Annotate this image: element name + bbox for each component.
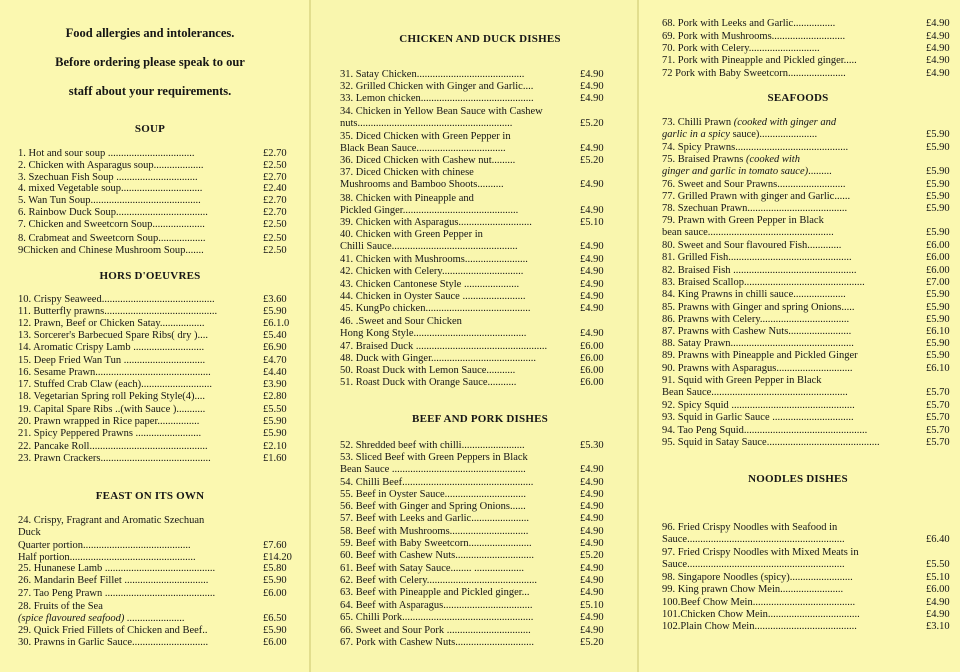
menu-item-price: £5.20: [580, 118, 604, 130]
allergy-notice-line-2: Before ordering please speak to our: [55, 55, 245, 69]
menu-item-price: £4.90: [926, 609, 950, 620]
menu-item-text: 31. Satay Chicken.........................................: [340, 69, 525, 80]
menu-item-text: 100.Beef Chow Mein.......................................: [662, 597, 856, 608]
menu-item-price: £4.90: [580, 205, 604, 217]
menu-item-price: £5.10: [580, 217, 604, 228]
menu-item-price: £2.50: [263, 219, 287, 230]
section-title: SEAFOODS: [767, 92, 829, 104]
menu-item-text: 84. King Prawns in chilli sauce....................: [662, 289, 846, 300]
menu-item-price: £5.90: [263, 575, 287, 586]
menu-item-price: £6.1.0: [263, 318, 290, 329]
menu-item-price: £7.00: [926, 277, 950, 288]
menu-item-price: £7.60: [263, 539, 287, 551]
menu-item-text: Chilli Sauce................................................: [340, 241, 518, 253]
menu-item-text: 3. Szechuan Fish Soup ...............................: [18, 172, 198, 183]
menu-item-text: 82. Braised Fish ...............................................: [662, 265, 857, 276]
menu-item-price: £4.70: [263, 355, 287, 366]
menu-item-text: 29. Quick Fried Fillets of Chicken and Beef..: [18, 625, 208, 636]
menu-item-price: £4.90: [580, 477, 604, 488]
menu-item-price: £2.70: [263, 195, 287, 206]
menu-column-2: [310, 0, 638, 672]
menu-item-text: 83. Braised Scallop..............................................: [662, 277, 865, 288]
menu-item-price: £4.90: [580, 303, 604, 314]
menu-item-price: £4.90: [580, 464, 604, 476]
menu-item-text: Quarter portion.........................................: [18, 539, 191, 551]
menu-item-text: 59. Beef with Baby Sweetcorn........................: [340, 538, 532, 549]
menu-item-text: 92. Spicy Squid ...............................................: [662, 400, 855, 411]
menu-item-text: 40. Chicken with Green Pepper in: [340, 229, 483, 240]
menu-item-price: £5.90: [926, 314, 950, 325]
menu-item-text: 95. Squid in Satay Sauce...........................................: [662, 437, 880, 448]
menu-item-text: 30. Prawns in Garlic Sauce.............................: [18, 637, 209, 648]
menu-item-text: 88. Satay Prawn...............................................: [662, 338, 854, 349]
menu-item-price: £14.20: [263, 551, 292, 563]
menu-item-text: 13. Sorcerer's Barbecued Spare Ribs( dry )....: [18, 330, 208, 341]
menu-item-price: £6.00: [926, 252, 950, 263]
menu-item-text: 80. Sweet and Sour flavoured Fish.............: [662, 240, 842, 251]
menu-item-text: 58. Beef with Mushrooms..............................: [340, 526, 529, 537]
allergy-notice-line-1: Food allergies and intolerances.: [65, 26, 235, 40]
menu-item-text: 38. Chicken with Pineapple and: [340, 193, 474, 204]
menu-item-text: 64. Beef with Asparagus..................................: [340, 600, 533, 611]
menu-item-text: 53. Sliced Beef with Green Peppers in Black: [340, 452, 528, 463]
menu-item-text: 62. Beef with Celery..........................................: [340, 575, 538, 586]
menu-item-price: £5.50: [926, 559, 950, 571]
menu-item-text: 34. Chicken in Yellow Bean Sauce with Cashew: [340, 106, 543, 117]
menu-item-text: 32. Grilled Chicken with Ginger and Garlic....: [340, 81, 534, 92]
menu-item-price: £5.90: [926, 142, 950, 153]
menu-item-text: 96. Fried Crispy Noodles with Seafood in: [662, 522, 838, 533]
menu-item-price: £4.90: [580, 328, 604, 340]
menu-item-price: £4.90: [580, 587, 604, 598]
menu-item-price: £4.90: [580, 575, 604, 586]
menu-item-price: £4.90: [580, 526, 604, 537]
menu-item-text: Sauce............................................................: [662, 559, 845, 571]
menu-item-text: 71. Pork with Pineapple and Pickled ginger.....: [662, 55, 857, 66]
menu-item-text: 68. Pork with Leeks and Garlic................: [662, 18, 836, 29]
menu-item-text: 43. Chicken Cantonese Style .....................: [340, 279, 520, 290]
menu-item-text: 11. Butterfly prawns...........................................: [18, 306, 218, 317]
menu-item-text: Black Bean Sauce..................................: [340, 143, 506, 155]
menu-item-price: £4.90: [926, 31, 950, 42]
menu-item-text: Mushrooms and Bamboo Shoots..........: [340, 179, 504, 191]
menu-item-text: 81. Grilled Fish...............................................: [662, 252, 852, 263]
menu-item-text: 44. Chicken in Oyster Sauce ........................: [340, 291, 526, 302]
section-title: CHICKEN AND DUCK DISHES: [399, 33, 561, 45]
menu-item-price: £6.00: [580, 353, 604, 364]
menu-item-price: £5.90: [263, 428, 287, 439]
menu-item-text: 56. Beef with Ginger and Spring Onions......: [340, 501, 526, 512]
menu-item-price: £4.90: [580, 241, 604, 253]
menu-item-price: £5.90: [926, 289, 950, 300]
menu-item-price: £1.60: [263, 453, 287, 464]
menu-item-price: £4.90: [580, 143, 604, 155]
menu-item-price: £5.90: [926, 203, 950, 214]
menu-item-text: 35. Diced Chicken with Green Pepper in: [340, 131, 511, 142]
menu-item-text: (spice flavoured seafood) ......................: [18, 613, 185, 625]
menu-item-price: £2.50: [263, 160, 287, 171]
menu-item-price: £4.90: [926, 597, 950, 608]
menu-item-text: 52. Shredded beef with chilli........................: [340, 440, 525, 451]
menu-item-text: 46. .Sweet and Sour Chicken: [340, 316, 462, 327]
menu-item-text: 101.Chicken Chow Mein...................................: [662, 609, 860, 620]
menu-item-text: 90. Prawns with Asparagus.............................: [662, 363, 853, 374]
menu-item-price: £6.90: [263, 342, 287, 353]
menu-item-price: £4.90: [580, 538, 604, 549]
menu-item-price: £2.40: [263, 183, 287, 194]
menu-item-text: 24. Crispy, Fragrant and Aromatic Szechuan: [18, 515, 205, 526]
menu-item-price: £4.90: [926, 68, 950, 79]
menu-item-text: 94. Tao Peng Squid...............................................: [662, 425, 868, 436]
menu-item-text: nuts...........................................................: [340, 118, 513, 130]
menu-column-3: [638, 0, 960, 672]
menu-item-price: £6.00: [580, 377, 604, 388]
menu-item-price: £2.70: [263, 172, 287, 183]
menu-item-text: 37. Diced Chicken with chinese: [340, 167, 474, 178]
menu-item-text: 47. Braised Duck ..................................................: [340, 340, 548, 352]
menu-item-text: 20. Prawn wrapped in Rice paper................: [18, 416, 200, 427]
menu-item-price: £6.00: [926, 240, 950, 251]
menu-item-text: 25. Hunanese Lamb ..........................................: [18, 563, 216, 574]
menu-item-price: £5.50: [263, 404, 287, 415]
menu-item-text: Pickled Ginger............................................: [340, 205, 519, 217]
menu-item-text: 91. Squid with Green Pepper in Black: [662, 375, 822, 386]
menu-item-price: £6.40: [926, 534, 950, 546]
menu-column-1: [0, 0, 310, 672]
menu-item-text: Sauce............................................................: [662, 534, 845, 546]
menu-item-text: 55. Beef in Oyster Sauce...............................: [340, 489, 527, 500]
section-title: SOUP: [134, 123, 166, 135]
menu-item-text: 16. Sesame Prawn............................................: [18, 367, 211, 378]
menu-item-price: £4.90: [580, 69, 604, 80]
menu-item-price: £2.70: [263, 207, 287, 218]
menu-item-price: £5.90: [926, 179, 950, 190]
menu-item-price: £4.90: [580, 625, 604, 636]
menu-item-text: 23. Prawn Crackers..........................................: [18, 453, 211, 464]
menu-item-text: 48. Duck with Ginger........................................: [340, 353, 536, 364]
menu-item-price: £5.20: [580, 155, 604, 166]
menu-item-price: £6.50: [263, 613, 287, 625]
menu-item-text: 6. Rainbow Duck Soup...................................: [18, 207, 208, 218]
menu-item-text: 69. Pork with Mushrooms............................: [662, 31, 846, 42]
menu-item-text: 76. Sweet and Sour Prawns..........................: [662, 179, 846, 190]
menu-item-price: £4.90: [580, 179, 604, 191]
menu-item-price: £5.90: [263, 416, 287, 427]
menu-item-price: £4.90: [580, 254, 604, 265]
menu-item-price: £5.90: [263, 625, 287, 636]
menu-item-text: Half portion................................................: [18, 551, 196, 563]
menu-item-text: 22. Pancake Roll.............................................: [18, 441, 208, 452]
menu-item-text: 86. Prawns with Celery..................................: [662, 314, 850, 325]
menu-item-price: £5.70: [926, 412, 950, 423]
menu-item-text: 19. Capital Spare Ribs ..(with Sauce )...........: [18, 404, 206, 415]
menu-item-text: 1. Hot and sour soup .................................: [18, 148, 195, 159]
menu-item-text: Bean Sauce ...................................................: [340, 464, 526, 476]
menu-item-text: 70. Pork with Celery...........................: [662, 43, 820, 54]
menu-item-text: 85. Prawns with Ginger and spring Onions.....: [662, 302, 855, 313]
menu-item-price: £5.10: [580, 600, 604, 611]
menu-item-text: 14. Aromatic Crispy Lamb ...........................: [18, 342, 205, 353]
menu-item-text: 60. Beef with Cashew Nuts..............................: [340, 550, 534, 561]
menu-item-text: 102.Plain Chow Mein.......................................: [662, 621, 857, 632]
menu-item-price: £3.10: [926, 621, 950, 632]
menu-item-text: Bean Sauce....................................................: [662, 387, 848, 399]
menu-item-price: £6.00: [263, 588, 287, 599]
menu-item-price: £4.90: [580, 612, 604, 623]
fold-line-1: [309, 0, 311, 672]
menu-item-text: Hong Kong Style...........................................: [340, 328, 527, 340]
menu-item-price: £5.90: [263, 306, 287, 317]
menu-item-text: 72 Pork with Baby Sweetcorn......................: [662, 68, 846, 79]
menu-item-text: 26. Mandarin Beef Fillet ................................: [18, 575, 209, 586]
allergy-notice-line-3: staff about your requirements.: [68, 84, 232, 98]
menu-item-price: £5.90: [926, 350, 950, 361]
menu-item-text: 7. Chicken and Sweetcorn Soup....................: [18, 219, 205, 230]
menu-item-text: 42. Chicken with Celery...............................: [340, 266, 524, 277]
menu-item-price: £4.90: [580, 501, 604, 512]
menu-item-text: 99. King prawn Chow Mein........................: [662, 584, 844, 595]
menu-item-price: £5.70: [926, 400, 950, 411]
menu-item-text: 33. Lemon chicken...........................................: [340, 93, 534, 104]
menu-item-text: 54. Chilli Beef..................................................: [340, 477, 534, 488]
menu-item-text: 39. Chicken with Asparagus............................: [340, 217, 532, 228]
menu-item-text: Duck: [18, 527, 41, 539]
menu-item-price: £6.10: [926, 326, 950, 337]
menu-item-text: 12. Prawn, Beef or Chicken Satay.................: [18, 318, 205, 329]
menu-item-price: £3.60: [263, 294, 287, 305]
menu-item-price: £2.50: [263, 245, 287, 256]
menu-item-text: 79. Prawn with Green Pepper in Black: [662, 215, 824, 226]
menu-item-price: £5.90: [926, 129, 950, 141]
menu-item-price: £5.70: [926, 387, 950, 399]
menu-item-price: £4.90: [580, 291, 604, 302]
menu-item-price: £4.90: [926, 18, 950, 29]
menu-item-text: 45. KungPo chicken........................................: [340, 303, 531, 314]
menu-item-text: 41. Chicken with Mushrooms........................: [340, 254, 528, 265]
menu-item-price: £6.00: [263, 637, 287, 648]
menu-item-price: £5.90: [926, 338, 950, 349]
menu-item-text: 27. Tao Peng Prawn ..........................................: [18, 588, 216, 599]
menu-item-text: 63. Beef with Pineapple and Pickled ginger...: [340, 587, 530, 598]
menu-item-text: 75. Braised Prawns (cooked with: [662, 154, 800, 165]
menu-item-price: £5.20: [580, 550, 604, 561]
menu-item-price: £4.90: [580, 81, 604, 92]
section-title: HORS D'OEUVRES: [99, 270, 201, 282]
menu-item-price: £5.40: [263, 330, 287, 341]
menu-item-text: 51. Roast Duck with Orange Sauce...........: [340, 377, 517, 388]
menu-item-text: 98. Singapore Noodles (spicy)........................: [662, 572, 853, 583]
menu-item-price: £4.90: [580, 93, 604, 104]
menu-item-price: £4.90: [580, 513, 604, 524]
menu-item-text: 8. Crabmeat and Sweetcorn Soup..................: [18, 233, 206, 244]
menu-item-price: £4.90: [926, 55, 950, 66]
menu-item-price: £5.10: [926, 572, 950, 583]
menu-item-text: 17. Stuffed Crab Claw (each)...........................: [18, 379, 213, 390]
menu-item-text: bean sauce................................................: [662, 227, 834, 239]
menu-item-text: 10. Crispy Seaweed...........................................: [18, 294, 215, 305]
menu-item-text: 18. Vegetarian Spring roll Peking Style(4)....: [18, 391, 206, 402]
menu-item-text: 57. Beef with Leeks and Garlic......................: [340, 513, 529, 524]
menu-item-price: £5.90: [926, 166, 950, 178]
menu-item-price: £4.40: [263, 367, 287, 378]
menu-item-text: 67. Pork with Cashew Nuts..............................: [340, 637, 534, 648]
menu-item-text: 9Chicken and Chinese Mushroom Soup.......: [18, 245, 204, 256]
menu-item-text: 36. Diced Chicken with Cashew nut.........: [340, 155, 516, 166]
menu-item-price: £5.80: [263, 563, 287, 574]
menu-item-price: £6.00: [580, 340, 604, 352]
menu-item-text: 21. Spicy Peppered Prawns .........................: [18, 428, 202, 439]
menu-item-text: 50. Roast Duck with Lemon Sauce...........: [340, 365, 516, 376]
menu-item-text: 5. Wan Tun Soup..........................................: [18, 195, 201, 206]
menu-item-price: £5.90: [926, 302, 950, 313]
menu-item-price: £2.80: [263, 391, 287, 402]
menu-item-price: £5.20: [580, 637, 604, 648]
menu-item-price: £6.00: [580, 365, 604, 376]
section-title: FEAST ON ITS OWN: [95, 490, 205, 502]
menu-item-text: 78. Szechuan Prawn......................................: [662, 203, 848, 214]
menu-item-text: 65. Chilli Pork..................................................: [340, 612, 534, 623]
menu-item-price: £3.90: [263, 379, 287, 390]
menu-item-text: 73. Chilli Prawn (cooked with ginger and: [662, 117, 837, 128]
menu-item-text: 2. Chicken with Asparagus soup...................: [18, 160, 204, 171]
menu-item-price: £5.90: [926, 227, 950, 239]
menu-item-text: 28. Fruits of the Sea: [18, 601, 103, 612]
menu-item-price: £2.70: [263, 148, 287, 159]
menu-item-text: 61. Beef with Satay Sauce........ ...................: [340, 563, 525, 574]
menu-item-price: £5.90: [926, 191, 950, 202]
menu-item-text: garlic in a spicy sauce)......................: [662, 129, 818, 141]
menu-item-text: 15. Deep Fried Wan Tun ...............................: [18, 355, 206, 366]
menu-item-price: £6.10: [926, 363, 950, 374]
menu-item-text: 93. Squid in Garlic Sauce ...............................: [662, 412, 854, 423]
section-title: BEEF AND PORK DISHES: [412, 413, 548, 425]
menu-item-text: 74. Spicy Prawns...........................................: [662, 142, 849, 153]
menu-item-text: 4. mixed Vegetable soup...............................: [18, 183, 203, 194]
menu-item-price: £4.90: [580, 563, 604, 574]
menu-item-text: 97. Fried Crispy Noodles with Mixed Meats in: [662, 547, 859, 558]
menu-item-price: £6.00: [926, 265, 950, 276]
menu-item-price: £2.50: [263, 233, 287, 244]
menu-item-text: 89. Prawns with Pineapple and Pickled Ginger: [662, 350, 858, 361]
menu-item-text: 77. Grilled Prawn with ginger and Garlic......: [662, 191, 851, 202]
menu-item-price: £5.70: [926, 437, 950, 448]
menu-item-text: 66. Sweet and Sour Pork ................................: [340, 625, 531, 636]
menu-item-price: £4.90: [926, 43, 950, 54]
menu-item-price: £5.30: [580, 440, 604, 451]
menu-item-price: £4.90: [580, 279, 604, 290]
section-title: NOODLES DISHES: [748, 473, 848, 485]
menu-item-price: £4.90: [580, 489, 604, 500]
fold-line-2: [637, 0, 639, 672]
menu-item-price: £4.90: [580, 266, 604, 277]
menu-item-price: £6.00: [926, 584, 950, 595]
menu-item-price: £2.10: [263, 441, 287, 452]
menu-item-text: ginger and garlic in tomato sauce).........: [662, 166, 832, 178]
menu-item-price: £5.70: [926, 425, 950, 436]
menu-item-text: 87. Prawns with Cashew Nuts........................: [662, 326, 852, 337]
